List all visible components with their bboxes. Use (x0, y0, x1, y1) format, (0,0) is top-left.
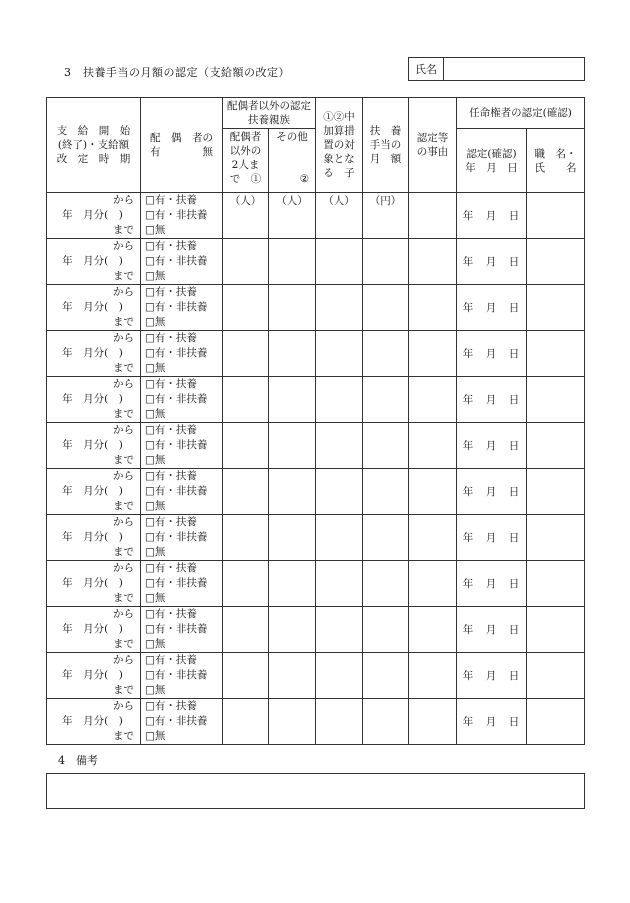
spouse-cell (141, 469, 223, 515)
spouse-cell (141, 607, 223, 653)
spouse-option-none[interactable]: □無 (145, 730, 166, 742)
add-line3: 置の対 (323, 139, 355, 151)
dep1-cell[interactable] (223, 377, 269, 423)
dep1-cell[interactable] (223, 699, 269, 745)
spouse-option-non-dependent[interactable]: □有・非扶養 (145, 209, 208, 221)
authority-date-label: 年 月 日 (462, 485, 521, 498)
reason-cell[interactable] (409, 239, 457, 285)
period-from: から (113, 470, 134, 482)
name-box (408, 57, 585, 81)
authority-date-label: 年 月 日 (462, 623, 521, 636)
spouse-option-dependent[interactable]: □有・扶養 (145, 470, 197, 482)
table-body (47, 193, 585, 745)
period-until: まで (113, 684, 134, 696)
amount-cell[interactable] (363, 285, 409, 331)
amount-cell[interactable] (363, 423, 409, 469)
authority-name-cell[interactable] (527, 423, 585, 469)
authority-date-label: 年 月 日 (462, 301, 521, 314)
add-cell[interactable] (316, 285, 363, 331)
authority-date-cell[interactable] (457, 699, 527, 745)
spouse-option-none[interactable]: □無 (145, 500, 166, 512)
period-month: 年 月分( ) (62, 623, 123, 635)
dep2-cell[interactable] (269, 239, 316, 285)
period-from: から (113, 700, 134, 712)
spouse-option-none[interactable]: □無 (145, 270, 166, 282)
dep1-line4: で ① (229, 173, 262, 185)
authority-date-header (457, 129, 527, 193)
dep2-cell[interactable] (269, 699, 316, 745)
add-line1: ①②中 (323, 111, 355, 123)
amount-cell[interactable] (363, 377, 409, 423)
spouse-option-none[interactable]: □無 (145, 638, 166, 650)
period-month: 年 月分( ) (62, 715, 123, 727)
reason-cell[interactable] (409, 653, 457, 699)
period-cell[interactable] (47, 469, 141, 515)
auth-name-line1: 職 名・ (534, 147, 577, 160)
authority-date-cell[interactable] (457, 469, 527, 515)
reason-cell[interactable] (409, 607, 457, 653)
period-until: まで (113, 730, 134, 742)
reason-cell[interactable] (409, 377, 457, 423)
authority-name-cell[interactable] (527, 193, 585, 239)
spouse-cell (141, 377, 223, 423)
spouse-option-none[interactable]: □無 (145, 454, 166, 466)
period-until: まで (113, 316, 134, 328)
period-from: から (113, 608, 134, 620)
period-cell[interactable] (47, 653, 141, 699)
spouse-option-non-dependent[interactable]: □有・非扶養 (145, 393, 208, 405)
spouse-cell (141, 653, 223, 699)
authority-name-cell[interactable] (527, 469, 585, 515)
add-line4: 象とな (323, 153, 355, 165)
add-cell[interactable] (316, 515, 363, 561)
dep1-cell[interactable] (223, 653, 269, 699)
period-month: 年 月分( ) (62, 439, 123, 451)
period-cell[interactable] (47, 331, 141, 377)
authority-date-cell[interactable] (457, 239, 527, 285)
period-until: まで (113, 224, 134, 236)
authority-date-cell[interactable] (457, 193, 527, 239)
dep1-line1: 配偶者 (229, 131, 262, 143)
authority-name-header (527, 129, 585, 193)
table-row (47, 285, 585, 331)
authority-date-cell[interactable] (457, 285, 527, 331)
period-cell[interactable] (47, 377, 141, 423)
spouse-option-dependent[interactable]: □有・扶養 (145, 562, 197, 574)
authority-date-cell[interactable] (457, 377, 527, 423)
spouse-cell (141, 239, 223, 285)
remarks-field[interactable] (46, 773, 585, 809)
add-unit: （人） (323, 195, 355, 207)
allowance-table (46, 97, 585, 745)
spouse-option-non-dependent[interactable]: □有・非扶養 (145, 531, 208, 543)
spouse-option-non-dependent[interactable]: □有・非扶養 (145, 347, 208, 359)
period-cell[interactable] (47, 515, 141, 561)
authority-date-cell[interactable] (457, 515, 527, 561)
period-from: から (113, 332, 134, 344)
dep1-cell[interactable] (223, 285, 269, 331)
table-row (47, 331, 585, 377)
spouse-option-non-dependent[interactable]: □有・非扶養 (145, 623, 208, 635)
authority-name-cell[interactable] (527, 699, 585, 745)
period-month: 年 月分( ) (62, 347, 123, 359)
table-row (47, 699, 585, 745)
period-from: から (113, 194, 134, 206)
authority-name-cell[interactable] (527, 561, 585, 607)
authority-date-cell[interactable] (457, 331, 527, 377)
add-cell[interactable] (316, 331, 363, 377)
table-row (47, 561, 585, 607)
authority-date-label: 年 月 日 (462, 715, 521, 728)
spouse-option-dependent[interactable]: □有・扶養 (145, 424, 197, 436)
spouse-option-none[interactable]: □無 (145, 362, 166, 374)
table-row (47, 469, 585, 515)
add-cell[interactable] (316, 193, 363, 239)
dep1-cell[interactable] (223, 331, 269, 377)
reason-cell[interactable] (409, 193, 457, 239)
dep1-cell[interactable] (223, 193, 269, 239)
period-cell[interactable] (47, 607, 141, 653)
add-cell[interactable] (316, 561, 363, 607)
period-month: 年 月分( ) (62, 669, 123, 681)
dependents-2-header (269, 129, 316, 193)
add-line5: る 子 (323, 167, 355, 179)
spouse-option-dependent[interactable]: □有・扶養 (145, 378, 197, 390)
authority-date-label: 年 月 日 (462, 577, 521, 590)
dependents-group-header (223, 98, 316, 129)
dep2-cell[interactable] (269, 423, 316, 469)
period-header (47, 98, 141, 193)
dep2-cell[interactable] (269, 653, 316, 699)
dep2-cell[interactable] (269, 515, 316, 561)
spouse-option-dependent[interactable]: □有・扶養 (145, 608, 197, 620)
spouse-cell (141, 331, 223, 377)
reason-cell[interactable] (409, 469, 457, 515)
period-header-line2: (終了)・支給額 (57, 139, 130, 151)
period-until: まで (113, 592, 134, 604)
period-cell[interactable] (47, 285, 141, 331)
period-month: 年 月分( ) (62, 485, 123, 497)
amount-cell[interactable] (363, 469, 409, 515)
spouse-option-non-dependent[interactable]: □有・非扶養 (145, 439, 208, 451)
spouse-option-non-dependent[interactable]: □有・非扶養 (145, 485, 208, 497)
amount-cell[interactable] (363, 331, 409, 377)
period-until: まで (113, 362, 134, 374)
dep1-cell[interactable] (223, 239, 269, 285)
dep2-cell[interactable] (269, 561, 316, 607)
authority-date-label: 年 月 日 (462, 439, 521, 452)
dep2-cell[interactable] (269, 377, 316, 423)
dep2-cell[interactable] (269, 607, 316, 653)
spouse-option-none[interactable]: □無 (145, 316, 166, 328)
amount-cell[interactable] (363, 239, 409, 285)
authority-name-cell[interactable] (527, 515, 585, 561)
dep2-line2: ② (299, 173, 309, 185)
amount-cell[interactable] (363, 653, 409, 699)
period-cell[interactable] (47, 423, 141, 469)
authority-date-label: 年 月 日 (462, 347, 521, 360)
reason-cell[interactable] (409, 331, 457, 377)
reason-cell[interactable] (409, 699, 457, 745)
period-month: 年 月分( ) (62, 531, 123, 543)
spouse-option-none[interactable]: □無 (145, 408, 166, 420)
spouse-cell (141, 515, 223, 561)
reason-cell[interactable] (409, 285, 457, 331)
amount-cell[interactable] (363, 699, 409, 745)
authority-date-label: 年 月 日 (462, 255, 521, 268)
table-row (47, 193, 585, 239)
amount-cell[interactable] (363, 193, 409, 239)
table-row (47, 515, 585, 561)
authority-name-cell[interactable] (527, 239, 585, 285)
amount-cell[interactable] (363, 515, 409, 561)
dep1-unit: （人） (229, 195, 262, 207)
authority-date-cell[interactable] (457, 423, 527, 469)
dep1-line3: 2人ま (231, 159, 260, 171)
dep2-cell[interactable] (269, 331, 316, 377)
period-from: から (113, 424, 134, 436)
period-from: から (113, 378, 134, 390)
monthly-amount-header (363, 98, 409, 193)
period-until: まで (113, 638, 134, 650)
reason-cell[interactable] (409, 515, 457, 561)
dep2-cell[interactable] (269, 285, 316, 331)
period-from: から (113, 240, 134, 252)
spouse-option-dependent[interactable]: □有・扶養 (145, 194, 197, 206)
period-from: から (113, 562, 134, 574)
dep1-cell[interactable] (223, 607, 269, 653)
amount-cell[interactable] (363, 561, 409, 607)
add-cell[interactable] (316, 699, 363, 745)
reason-cell[interactable] (409, 423, 457, 469)
period-until: まで (113, 408, 134, 420)
dep2-unit: （人） (276, 195, 308, 207)
spouse-option-dependent[interactable]: □有・扶養 (145, 286, 197, 298)
spouse-option-dependent[interactable]: □有・扶養 (145, 700, 197, 712)
spouse-option-none[interactable]: □無 (145, 224, 166, 236)
add-cell[interactable] (316, 607, 363, 653)
spouse-option-none[interactable]: □無 (145, 684, 166, 696)
table-row (47, 607, 585, 653)
spouse-cell (141, 423, 223, 469)
period-cell[interactable] (47, 239, 141, 285)
period-until: まで (113, 270, 134, 282)
authority-name-cell[interactable] (527, 653, 585, 699)
period-cell[interactable] (47, 193, 141, 239)
authority-date-label: 年 月 日 (462, 531, 521, 544)
spouse-header-line1: 配 偶 者の (150, 132, 213, 144)
dep1-cell[interactable] (223, 561, 269, 607)
spouse-cell (141, 285, 223, 331)
amount-line1: 扶 養 (369, 125, 402, 137)
auth-date-line1: 認定(確認) (466, 147, 517, 160)
amount-line2: 手当の (369, 139, 402, 151)
spouse-option-none[interactable]: □無 (145, 546, 166, 558)
period-from: から (113, 286, 134, 298)
authority-name-cell[interactable] (527, 285, 585, 331)
dependents-1-header (223, 129, 269, 193)
dep2-line1: その他 (276, 131, 308, 143)
auth-name-line2: 氏 名 (534, 161, 577, 174)
authority-date-cell[interactable] (457, 561, 527, 607)
period-month: 年 月分( ) (62, 577, 123, 589)
add-cell[interactable] (316, 239, 363, 285)
add-cell[interactable] (316, 469, 363, 515)
period-header-line3: 改 定 時 期 (56, 153, 131, 165)
amount-cell[interactable] (363, 607, 409, 653)
spouse-option-non-dependent[interactable]: □有・非扶養 (145, 301, 208, 313)
reason-line2: の事由 (416, 146, 449, 158)
spouse-cell (141, 561, 223, 607)
dep2-cell[interactable] (269, 469, 316, 515)
authority-date-label: 年 月 日 (462, 393, 521, 406)
authority-name-cell[interactable] (527, 607, 585, 653)
spouse-header (141, 98, 223, 193)
table-row (47, 653, 585, 699)
authority-date-cell[interactable] (457, 607, 527, 653)
authority-name-cell[interactable] (527, 331, 585, 377)
authority-date-cell[interactable] (457, 653, 527, 699)
reason-line1: 認定等 (416, 132, 449, 144)
amount-unit: （円） (369, 195, 402, 207)
spouse-cell (141, 699, 223, 745)
add-cell[interactable] (316, 653, 363, 699)
authority-date-label: 年 月 日 (462, 669, 521, 682)
auth-date-line2: 年 月 日 (465, 161, 518, 174)
period-cell[interactable] (47, 561, 141, 607)
spouse-option-dependent[interactable]: □有・扶養 (145, 516, 197, 528)
spouse-cell (141, 193, 223, 239)
authority-group-header (457, 98, 585, 129)
section4-title: 4 備考 (58, 754, 98, 767)
dep1-cell[interactable] (223, 423, 269, 469)
dep1-cell[interactable] (223, 515, 269, 561)
period-cell[interactable] (47, 699, 141, 745)
period-until: まで (113, 546, 134, 558)
authority-date-label: 年 月 日 (462, 209, 521, 222)
amount-line3: 月 額 (369, 153, 402, 165)
name-label: 氏名 (409, 58, 444, 80)
dep1-cell[interactable] (223, 469, 269, 515)
table-row (47, 239, 585, 285)
dep2-cell[interactable] (269, 193, 316, 239)
period-header-line1: 支 給 開 始 (56, 125, 131, 137)
table-row (47, 423, 585, 469)
period-month: 年 月分( ) (62, 209, 123, 221)
period-month: 年 月分( ) (62, 393, 123, 405)
period-month: 年 月分( ) (62, 301, 123, 313)
period-from: から (113, 654, 134, 666)
authority-group-label: 任命権者の認定(確認) (469, 107, 572, 119)
spouse-option-non-dependent[interactable]: □有・非扶養 (145, 577, 208, 589)
table-row (47, 377, 585, 423)
period-until: まで (113, 454, 134, 466)
add-cell[interactable] (316, 423, 363, 469)
additional-child-header (316, 98, 363, 193)
spouse-header-line2: 有 無 (150, 146, 213, 158)
spouse-option-non-dependent[interactable]: □有・非扶養 (145, 255, 208, 267)
add-line2: 加算措 (323, 125, 355, 137)
spouse-option-dependent[interactable]: □有・扶養 (145, 332, 197, 344)
spouse-option-dependent[interactable]: □有・扶養 (145, 654, 197, 666)
spouse-option-dependent[interactable]: □有・扶養 (145, 240, 197, 252)
add-cell[interactable] (316, 377, 363, 423)
section3-title: 3 扶養手当の月額の認定（支給額の改定） (64, 66, 290, 79)
period-until: まで (113, 500, 134, 512)
period-month: 年 月分( ) (62, 255, 123, 267)
period-from: から (113, 516, 134, 528)
dependents-group-label: 配偶者以外の認定扶養親族 (227, 100, 311, 126)
reason-cell[interactable] (409, 561, 457, 607)
authority-name-cell[interactable] (527, 377, 585, 423)
name-field[interactable] (444, 58, 584, 80)
spouse-option-non-dependent[interactable]: □有・非扶養 (145, 715, 208, 727)
spouse-option-none[interactable]: □無 (145, 592, 166, 604)
dep1-line2: 以外の (229, 145, 262, 157)
reason-header (409, 98, 457, 193)
spouse-option-non-dependent[interactable]: □有・非扶養 (145, 669, 208, 681)
